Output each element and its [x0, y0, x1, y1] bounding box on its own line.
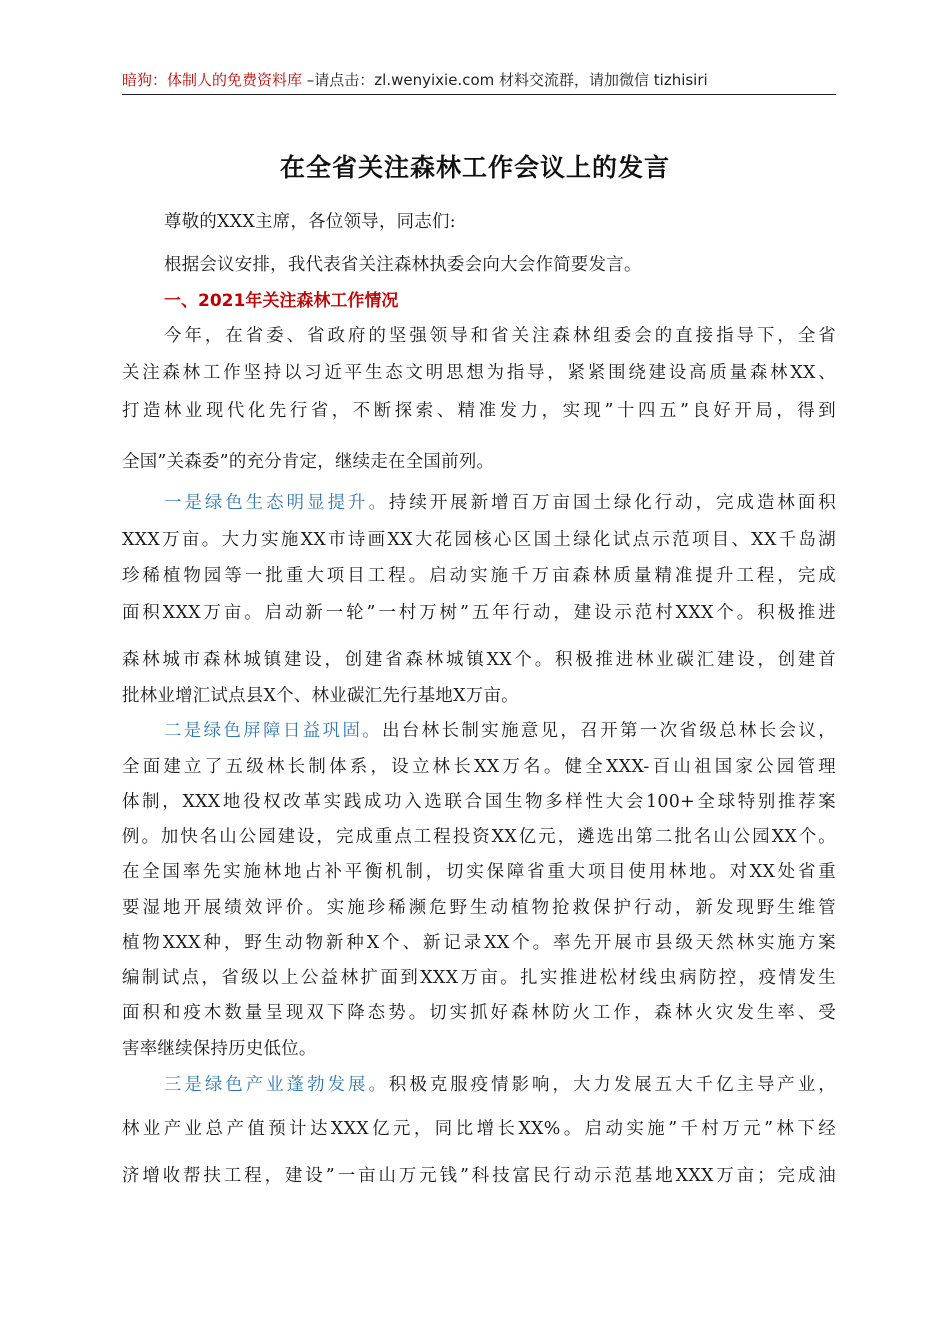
header-site-name: 暗狗：体制人的免费资料库: [122, 71, 303, 89]
p4-line: 林业产业总产值预计达XXX亿元，同比增长XX%。启动实施”千村万元”林下经: [122, 1119, 836, 1139]
p2-line: [122, 488, 836, 513]
p3-line: 全面建立了五级林长制体系，设立林长XX万名。健全XXX-百山祖国家公园管理: [122, 757, 836, 777]
p3-line: 害率继续保持历史低位。: [122, 1039, 317, 1059]
p3-lead: 二是绿色屏障日益巩固。: [164, 721, 383, 741]
p4-line: [122, 1070, 836, 1095]
p3-line: 要湿地开展绩效评价。实施珍稀濒危野生动植物抢救保护行动，新发现野生维管: [122, 898, 836, 918]
p1-line: 全国”关森委”的充分肯定，继续走在全国前列。: [122, 452, 495, 472]
header-link[interactable]: zl.wenyixie.com: [374, 71, 495, 89]
header-click-prompt: –请点击：: [302, 71, 375, 89]
p3-line: 在全国率先实施林地占补平衡机制，切实保障省重大项目使用林地。对XX处省重: [122, 862, 836, 882]
p4-line: 济增收帮扶工程，建设”一亩山万元钱”科技富民行动示范基地XXX万亩；完成油: [122, 1166, 836, 1186]
p1-line: 打造林业现代化先行省，不断探索、精准发力，实现”十四五”良好开局，得到: [122, 401, 836, 421]
header-wechat-note: 材料交流群，请加微信 tizhisiri: [494, 71, 708, 89]
p3-line: 例。加快名山公园建设，完成重点工程投资XX亿元，遴选出第二批名山公园XX个。: [122, 827, 836, 847]
p3-line: 面积和疫木数量呈现双下降态势。切实抓好森林防火工作，森林火灾发生率、受: [122, 1003, 836, 1023]
p2-line: 批林业增汇试点县X个、林业碳汇先行基地X万亩。: [122, 686, 519, 706]
p4-text: 积极克服疫情影响，大力发展五大千亿主导产业，: [388, 1075, 836, 1095]
p1-line: 今年，在省委、省政府的坚强领导和省关注森林组委会的直接指导下，全省: [164, 326, 836, 346]
p3-text: 出台林长制实施意见，召开第一次省级总林长会议，: [382, 721, 836, 741]
p2-line: 森林城市森林城镇建设，创建省森林城镇XX个。积极推进林业碳汇建设，创建首: [122, 650, 836, 670]
p3-line: 植物XXX种，野生动物新种X个、新记录XX个。率先开展市县级天然林实施方案: [122, 933, 836, 953]
p2-line: XXX万亩。大力实施XX市诗画XX大花园核心区国土绿化试点示范项目、XX千岛湖: [122, 530, 836, 550]
p3-line: 体制，XXX地役权改革实践成功入选联合国生物多样性大会100+全球特别推荐案: [122, 792, 836, 812]
p3-line: [122, 716, 836, 741]
intro-paragraph: 根据会议安排，我代表省关注森林执委会向大会作简要发言。: [164, 255, 642, 275]
page-header: [122, 66, 836, 95]
p2-text: 持续开展新增百万亩国土绿化行动，完成造林面积: [388, 493, 836, 513]
p3-line: 编制试点，省级以上公益林扩面到XXX万亩。扎实推进松材线虫病防控，疫情发生: [122, 968, 836, 988]
p2-lead: 一是绿色生态明显提升。: [164, 493, 389, 513]
greeting: 尊敬的XXX主席，各位领导，同志们:: [164, 212, 456, 232]
section-heading: 一、2021年关注森林工作情况: [164, 291, 399, 311]
p4-lead: 三是绿色产业蓬勃发展。: [164, 1075, 389, 1095]
document-title: 在全省关注森林工作会议上的发言: [279, 153, 670, 182]
p2-line: 面积XXX万亩。启动新一轮”一村万树”五年行动，建设示范村XXX个。积极推进: [122, 603, 836, 623]
p2-line: 珍稀植物园等一批重大项目工程。启动实施千万亩森林质量精准提升工程，完成: [122, 566, 836, 586]
p1-line: 关注森林工作坚持以习近平生态文明思想为指导，紧紧围绕建设高质量森林XX、: [122, 363, 836, 383]
